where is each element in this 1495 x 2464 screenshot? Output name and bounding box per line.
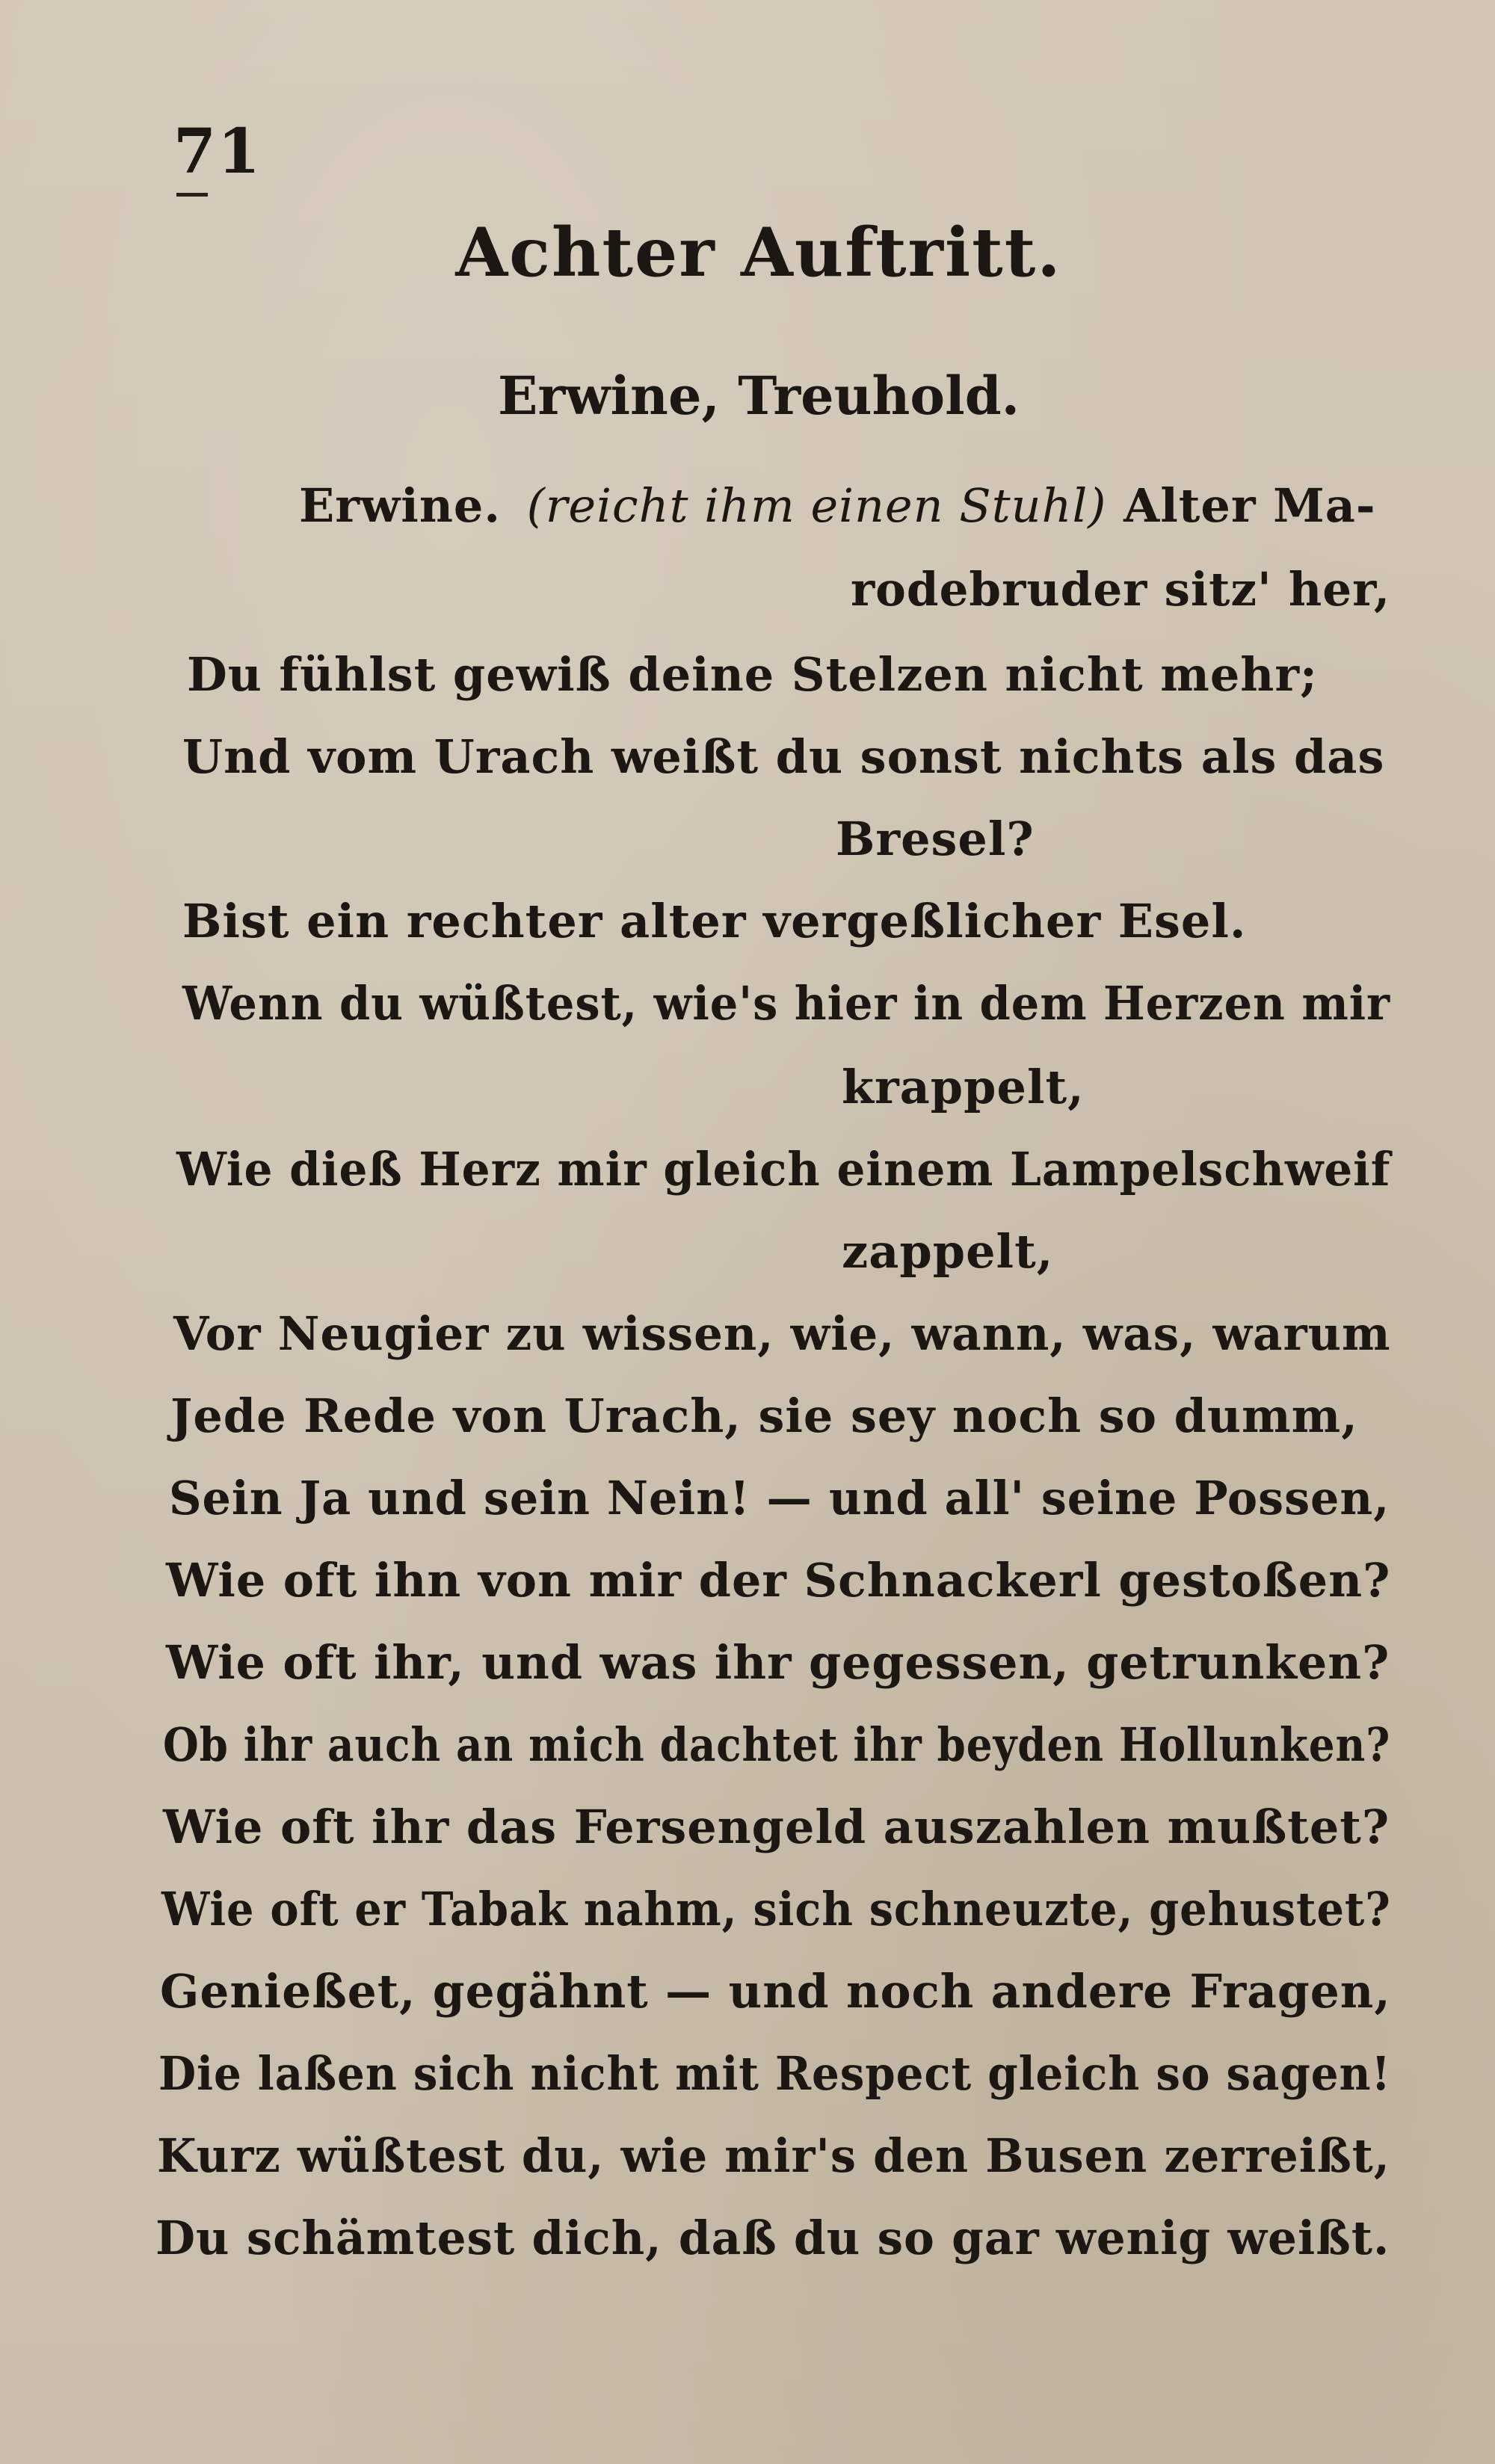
verse-line: Wenn du wüßtest, wie's hier in dem Herzen mir	[182, 976, 1391, 1031]
page-number: 71	[173, 116, 262, 188]
verse-line: Und vom Urach weißt du sonst nichts als das	[182, 729, 1385, 784]
verse-line: Du schämtest dich, daß du so gar wenig weißt.	[155, 2211, 1390, 2265]
page-number-rule	[176, 193, 208, 197]
verse-line: Kurz wüßtest du, wie mir's den Busen zerreißt,	[157, 2128, 1390, 2183]
verse-line: Vor Neugier zu wissen, wie, wann, was, warum	[173, 1306, 1391, 1361]
scene-title: Achter Auftritt.	[455, 213, 1062, 292]
verse-text: Alter Ma-	[1123, 478, 1376, 533]
verse-line: Wie oft er Tabak nahm, sich schneuzte, gehustet?	[161, 1882, 1391, 1936]
verse-line: Bist ein rechter alter vergeßlicher Esel.	[182, 894, 1247, 948]
verse-line: Die laßen sich nicht mit Respect gleich so sagen!	[158, 2046, 1391, 2101]
verse-line: Wie dieß Herz mir gleich einem Lampelschweif	[176, 1142, 1391, 1197]
verse-line: Du fühlst gewiß deine Stelzen nicht mehr;	[187, 647, 1318, 702]
verse-line: Jede Rede von Urach, sie sey noch so dumm,	[170, 1389, 1358, 1443]
speaker-name: Erwine.	[299, 478, 501, 533]
verse-line: Wie oft ihr, und was ihr gegessen, getrunken?	[166, 1635, 1390, 1690]
verse-line: Sein Ja und sein Nein! — und all' seine Possen,	[169, 1471, 1390, 1525]
verse-line: Ob ihr auch an mich dachtet ihr beyden Hollunken?	[163, 1717, 1391, 1772]
scene-characters: Erwine, Treuhold.	[497, 365, 1020, 427]
stage-direction: (reicht ihm einen Stuhl)	[526, 478, 1107, 533]
verse-line: Bresel?	[836, 812, 1035, 866]
verse-line: zappelt,	[842, 1224, 1054, 1279]
verse-line	[299, 478, 1376, 533]
verse-line: rodebruder sitz' her,	[851, 562, 1391, 617]
verse-line: Wie oft ihr das Fersengeld auszahlen mußtet?	[163, 1800, 1390, 1854]
verse-line: Genießet, gegähnt — und noch andere Fragen,	[160, 1964, 1391, 2019]
verse-line: Wie oft ihn von mir der Schnackerl gestoßen?	[166, 1553, 1391, 1608]
verse-line: krappelt,	[842, 1060, 1085, 1114]
